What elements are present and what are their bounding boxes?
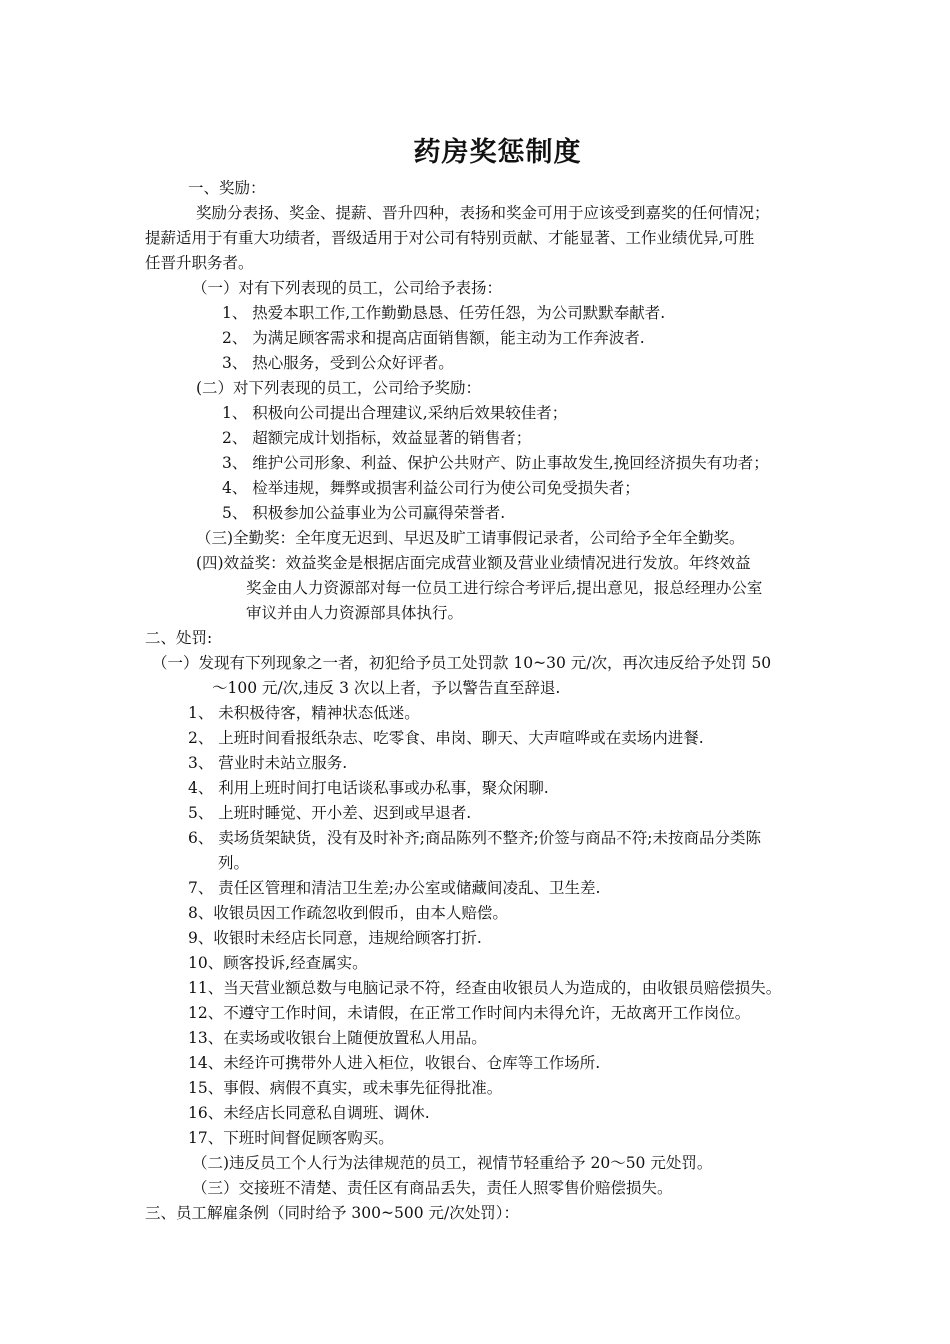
penalty-item: 4、 利用上班时间打电话谈私事或办私事，聚众闲聊. xyxy=(188,779,549,797)
penalty-item: 10、顾客投诉,经查属实。 xyxy=(188,954,368,972)
penalty-item: 3、 营业时未站立服务. xyxy=(188,754,348,772)
reward-item: 5、 积极参加公益事业为公司赢得荣誉者. xyxy=(222,504,506,522)
penalty-item: 17、下班时间督促顾客购买。 xyxy=(188,1129,394,1147)
penalty-item-continuation: 列。 xyxy=(218,854,250,872)
performance-award-line: (四)效益奖：效益奖金是根据店面完成营业额及营业业绩情况进行发放。年终效益 xyxy=(196,554,751,572)
legal-violation-penalty: （二)违反员工个人行为法律规范的员工，视情节轻重给予 20～50 元处罚。 xyxy=(192,1154,713,1172)
section-1-heading: 一、奖励： xyxy=(188,179,266,197)
reward-item: 3、 维护公司形象、利益、保护公共财产、防止事故发生,挽回经济损失有功者； xyxy=(222,454,769,472)
penalty-heading-line: ～100 元/次,违反 3 次以上者，予以警告直至辞退. xyxy=(212,679,561,697)
handover-penalty: （三）交接班不清楚、责任区有商品丢失，责任人照零售价赔偿损失。 xyxy=(192,1179,673,1197)
penalty-heading-line: （一）发现有下列现象之一者，初犯给予员工处罚款 10~30 元/次，再次违反给予处罚 50 xyxy=(152,654,772,672)
penalty-item: 7、 责任区管理和清洁卫生差;办公室或储藏间凌乱、卫生差. xyxy=(188,879,601,897)
attendance-award: （三)全勤奖：全年度无迟到、早迟及旷工请事假记录者，公司给予全年全勤奖。 xyxy=(196,529,745,547)
section-1-intro-line: 奖励分表扬、奖金、提薪、晋升四种，表扬和奖金可用于应该受到嘉奖的任何情况； xyxy=(196,204,770,222)
document-title: 药房奖惩制度 xyxy=(413,137,582,168)
penalty-item: 16、未经店长同意私自调班、调休. xyxy=(188,1104,430,1122)
penalty-item: 5、 上班时睡觉、开小差、迟到或早退者. xyxy=(188,804,472,822)
performance-award-line: 奖金由人力资源部对每一位员工进行综合考评后,提出意见，报总经理办公室 xyxy=(246,579,763,597)
penalty-item: 2、 上班时间看报纸杂志、吃零食、串岗、聊天、大声喧哗或在卖场内进餐. xyxy=(188,729,704,747)
penalty-item: 13、在卖场或收银台上随便放置私人用品。 xyxy=(188,1029,487,1047)
penalty-item: 1、 未积极待客，精神状态低迷。 xyxy=(188,704,420,722)
penalty-item: 14、未经许可携带外人进入柜位，收银台、仓库等工作场所. xyxy=(188,1054,601,1072)
praise-item: 1、 热爱本职工作,工作勤勤恳恳、任劳任怨，为公司默默奉献者. xyxy=(222,304,666,322)
reward-item: 1、 积极向公司提出合理建议,采纳后效果较佳者； xyxy=(222,404,568,422)
penalty-item: 11、当天营业额总数与电脑记录不符，经查由收银员人为造成的，由收银员赔偿损失。 xyxy=(188,979,782,997)
reward-item: 4、 检举违规，舞弊或损害利益公司行为使公司免受损失者； xyxy=(222,479,640,497)
praise-item: 3、 热心服务，受到公众好评者。 xyxy=(222,354,454,372)
reward-heading: (二）对下列表现的员工，公司给予奖励： xyxy=(196,379,482,397)
section-1-intro-line: 提薪适用于有重大功绩者，晋级适用于对公司有特别贡献、才能显著、工作业绩优异,可胜 xyxy=(145,229,755,247)
praise-heading: （一）对有下列表现的员工，公司给予表扬： xyxy=(192,279,503,297)
reward-item: 2、 超额完成计划指标，效益显著的销售者； xyxy=(222,429,532,447)
section-1-intro-line: 任晋升职务者。 xyxy=(145,254,254,272)
penalty-item: 9、收银时未经店长同意，违规给顾客打折. xyxy=(188,929,482,947)
section-3-heading: 三、员工解雇条例（同时给予 300~500 元/次处罚）： xyxy=(145,1204,519,1222)
section-2-heading: 二、处罚: xyxy=(145,629,213,647)
penalty-item: 15、事假、病假不真实，或未事先征得批准。 xyxy=(188,1079,503,1097)
penalty-item: 8、收银员因工作疏忽收到假币，由本人赔偿。 xyxy=(188,904,508,922)
penalty-item: 6、 卖场货架缺货，没有及时补齐;商品陈列不整齐;价签与商品不符;未按商品分类陈 xyxy=(188,829,761,847)
praise-item: 2、 为满足顾客需求和提高店面销售额，能主动为工作奔波者. xyxy=(222,329,645,347)
performance-award-line: 审议并由人力资源部具体执行。 xyxy=(246,604,464,622)
penalty-item: 12、不遵守工作时间，未请假，在正常工作时间内未得允许，无故离开工作岗位。 xyxy=(188,1004,751,1022)
